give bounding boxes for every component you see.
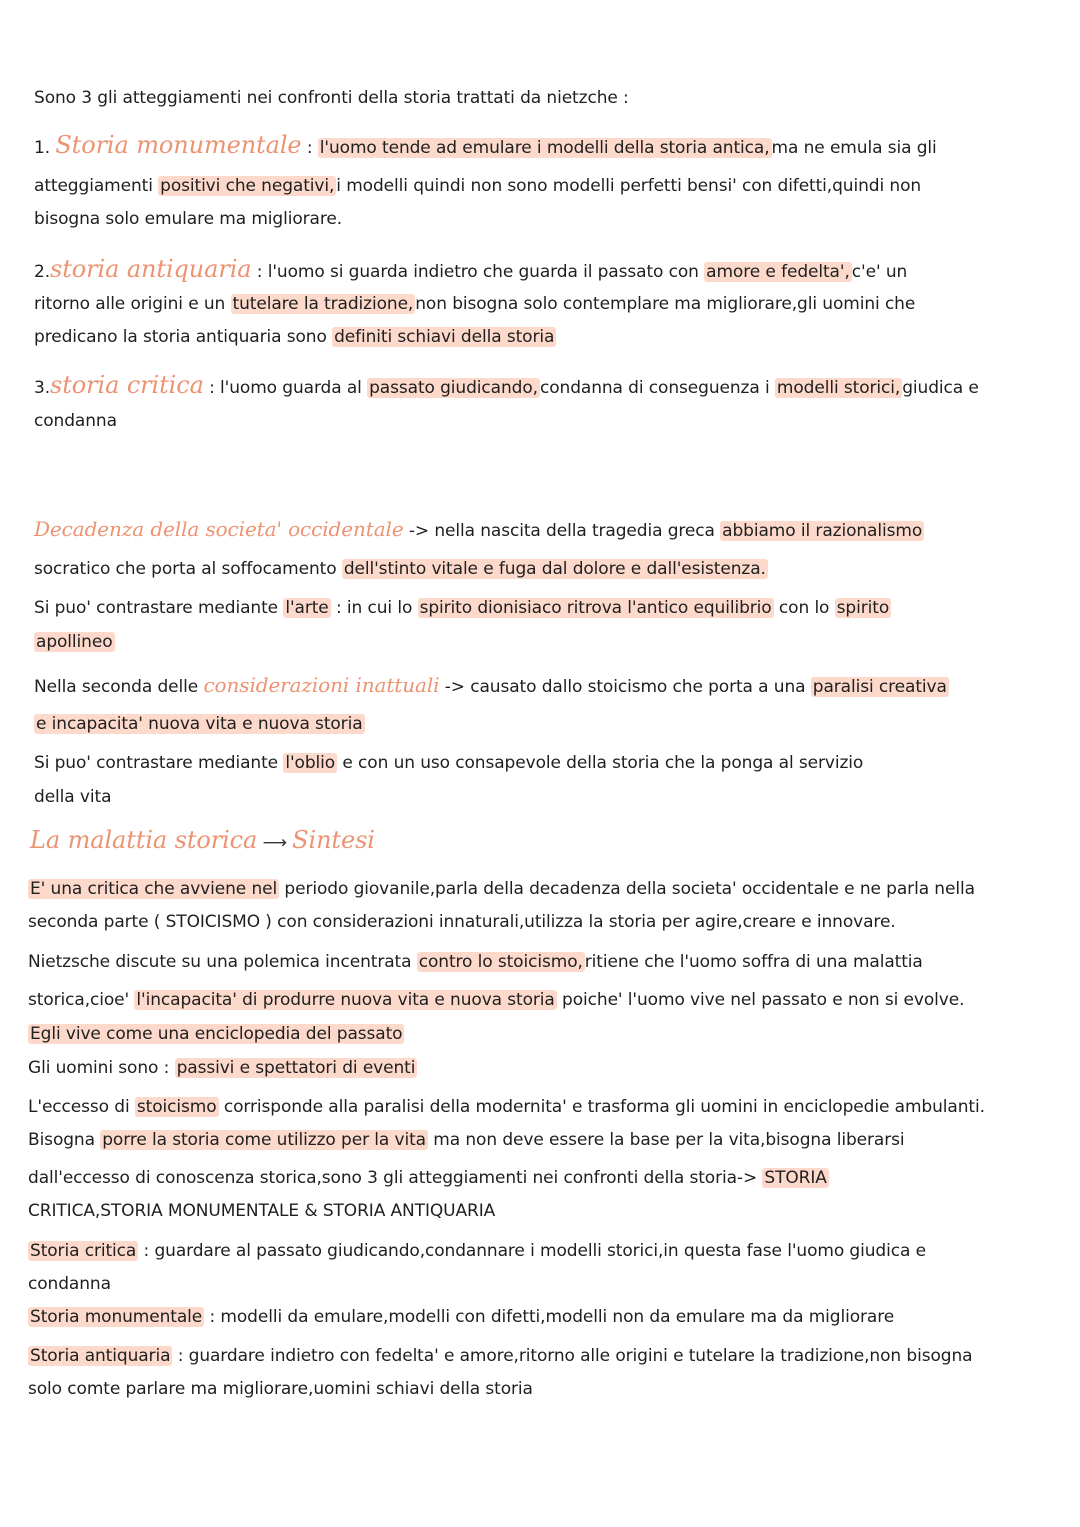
highlight: stoicismo bbox=[136, 1097, 217, 1117]
decadence-line-1: Decadenza della societa' occidentale -> nella nascita della tragedia greca abbiamo il razionalismo bbox=[34, 517, 923, 541]
summary-line-1: E' una critica che avviene nel periodo giovanile,parla della decadenza della societa' occidentale e ne parla nella bbox=[30, 879, 975, 899]
second-consideration-line-3: Si puo' contrastare mediante l'oblio e con un uso consapevole della storia che la ponga al servizio bbox=[34, 753, 864, 773]
summary-title: Sintesi bbox=[292, 826, 375, 854]
critical-line-1: 3.storia critica : l'uomo guarda al passato giudicando, condanna di conseguenza i modelli storici, giudica e bbox=[34, 371, 979, 399]
highlight: Storia monumentale bbox=[30, 1307, 203, 1327]
summary-line-2: seconda parte ( STOICISMO ) con considerazioni innaturali,utilizza la storia per agire,creare e innovare. bbox=[28, 912, 896, 932]
highlight: abbiamo il razionalismo bbox=[722, 521, 923, 541]
section-heading bbox=[30, 828, 375, 855]
highlight: porre la storia come utilizzo per la vita bbox=[102, 1130, 426, 1150]
decadence-line-4 bbox=[34, 630, 115, 654]
monumental-line-2: atteggiamenti positivi che negativi, i modelli quindi non sono modelli perfetti bensi' con difetti,quindi non bbox=[34, 176, 922, 196]
summary-line-4: storica,cioe' l'incapacita' di produrre nuova vita e nuova storia poiche' l'uomo vive nel passato e non si evolve. bbox=[28, 990, 965, 1010]
critical-summary-line-2: condanna bbox=[28, 1274, 111, 1294]
monumental-line-3: bisogna solo emulare ma migliorare. bbox=[34, 209, 343, 229]
highlight: Storia antiquaria bbox=[30, 1346, 171, 1366]
summary-line-5 bbox=[28, 1022, 404, 1046]
highlight: Egli vive come una enciclopedia del passato bbox=[30, 1024, 403, 1044]
highlight: positivi che negativi, bbox=[160, 176, 335, 196]
highlight: modelli storici, bbox=[776, 378, 901, 398]
highlight: spirito dionisiaco ritrova l'antico equilibrio bbox=[419, 598, 772, 618]
highlight: STORIA bbox=[764, 1168, 827, 1188]
intro-line: Sono 3 gli atteggiamenti nei confronti della storia trattati da nietzche : bbox=[34, 88, 629, 108]
highlight: tutelare la tradizione, bbox=[232, 294, 414, 314]
disease-title: La malattia storica bbox=[30, 826, 258, 854]
decadence-line-2: socratico che porta al soffocamento dell'stinto vitale e fuga dal dolore e dall'esistenza. bbox=[34, 559, 766, 579]
antiquarian-line-1: 2.storia antiquaria : l'uomo si guarda indietro che guarda il passato con amore e fedelta', c'e' un bbox=[34, 255, 908, 283]
highlight: l'uomo tende ad emulare i modelli della storia antica, bbox=[319, 138, 770, 158]
highlight: E' una critica che avviene nel bbox=[30, 879, 278, 899]
considerations-title: considerazioni inattuali bbox=[203, 673, 440, 697]
antiquarian-line-3: predicano la storia antiquaria sono definiti schiavi della storia bbox=[34, 327, 555, 347]
antiquarian-summary-line-2: solo comte parlare ma migliorare,uomini schiavi della storia bbox=[28, 1379, 533, 1399]
decadence-title: Decadenza della societa' occidentale bbox=[34, 517, 404, 541]
summary-line-9: dall'eccesso di conoscenza storica,sono 3 gli atteggiamenti nei confronti della storia-> STORIA bbox=[28, 1168, 827, 1188]
summary-line-8: Bisogna porre la storia come utilizzo per la vita ma non deve essere la base per la vita,bisogna liberarsi bbox=[28, 1130, 905, 1150]
highlight: contro lo stoicismo, bbox=[418, 952, 583, 972]
arrow-right-icon: ⟶ bbox=[262, 833, 287, 853]
highlight: dell'stinto vitale e fuga dal dolore e dall'esistenza. bbox=[343, 559, 766, 579]
decadence-line-3: Si puo' contrastare mediante l'arte : in cui lo spirito dionisiaco ritrova l'antico equilibrio con lo spirito bbox=[34, 598, 890, 618]
summary-line-6: Gli uomini sono : passivi e spettatori di eventi bbox=[28, 1058, 416, 1078]
highlight: apollineo bbox=[36, 632, 113, 652]
highlight: spirito bbox=[836, 598, 890, 618]
critical-title: storia critica bbox=[50, 371, 204, 399]
antiquarian-summary-line-1: Storia antiquaria : guardare indietro con fedelta' e amore,ritorno alle origini e tutelare la tradizione,non bisogna bbox=[30, 1346, 973, 1366]
summary-line-7: L'eccesso di stoicismo corrisponde alla paralisi della modernita' e trasforma gli uomini in enciclopedie ambulanti. bbox=[28, 1097, 985, 1117]
summary-line-10: CRITICA,STORIA MONUMENTALE & STORIA ANTIQUARIA bbox=[28, 1201, 496, 1221]
antiquarian-line-2: ritorno alle origini e un tutelare la tradizione, non bisogna solo contemplare ma migliorare,gli uomini che bbox=[34, 294, 916, 314]
highlight: amore e fedelta', bbox=[706, 262, 850, 282]
critical-summary-line-1: Storia critica : guardare al passato giudicando,condannare i modelli storici,in questa fase l'uomo giudica e bbox=[30, 1241, 926, 1261]
highlight: l'oblio bbox=[285, 753, 336, 773]
critical-line-2: condanna bbox=[34, 411, 117, 431]
highlight: l'arte bbox=[285, 598, 329, 618]
monumental-summary-line: Storia monumentale : modelli da emulare,modelli con difetti,modelli non da emulare ma da migliorare bbox=[30, 1307, 895, 1327]
highlight: e incapacita' nuova vita e nuova storia bbox=[36, 714, 363, 734]
highlight: l'incapacita' di produrre nuova vita e nuova storia bbox=[136, 990, 555, 1010]
second-consideration-line-4: della vita bbox=[34, 787, 112, 807]
summary-line-3: Nietzsche discute su una polemica incentrata contro lo stoicismo, ritiene che l'uomo soffra di una malattia bbox=[28, 952, 923, 972]
monumental-line-1: 1. Storia monumentale : l'uomo tende ad emulare i modelli della storia antica, ma ne emula sia gli bbox=[34, 131, 937, 159]
monumental-title: Storia monumentale bbox=[55, 131, 302, 159]
highlight: passivi e spettatori di eventi bbox=[176, 1058, 416, 1078]
second-consideration-line-2 bbox=[34, 712, 365, 736]
antiquarian-title: storia antiquaria bbox=[50, 255, 252, 283]
highlight: passato giudicando, bbox=[369, 378, 538, 398]
highlight: definiti schiavi della storia bbox=[334, 327, 555, 347]
highlight: paralisi creativa bbox=[812, 677, 947, 697]
highlight: Storia critica bbox=[30, 1241, 137, 1261]
second-consideration-line-1: Nella seconda delle considerazioni inattuali -> causato dallo stoicismo che porta a una paralisi creativa bbox=[34, 673, 947, 697]
